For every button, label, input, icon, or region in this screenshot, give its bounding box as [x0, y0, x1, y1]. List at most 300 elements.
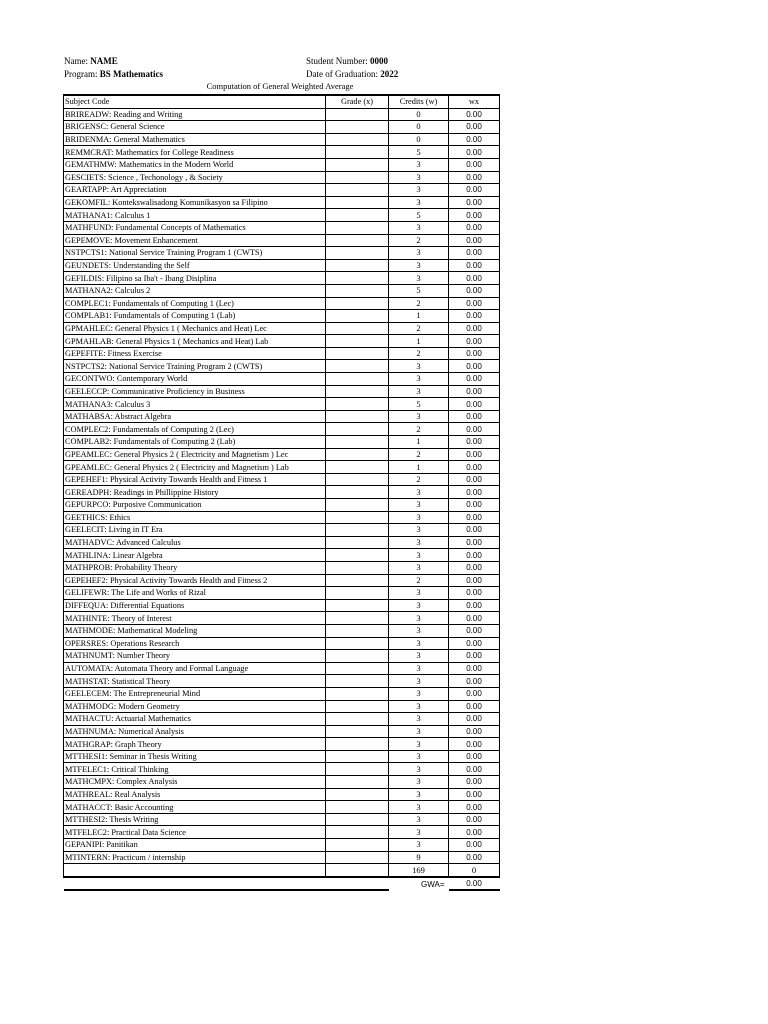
credits-cell: 5: [389, 284, 449, 297]
wx-cell: 0.00: [449, 524, 500, 537]
grade-cell[interactable]: [326, 624, 389, 637]
wx-cell: 0.00: [449, 196, 500, 209]
grade-cell[interactable]: [326, 826, 389, 839]
wx-cell: 0.00: [449, 650, 500, 663]
table-row: [64, 272, 500, 285]
grade-cell[interactable]: [326, 448, 389, 461]
table-row: [64, 385, 500, 398]
table-row: [64, 524, 500, 537]
subject-cell: MATHGRAP: Graph Theory: [64, 738, 326, 751]
grade-cell[interactable]: [326, 335, 389, 348]
table-row: [64, 322, 500, 335]
grade-cell[interactable]: [326, 561, 389, 574]
total-grade-cell[interactable]: [326, 864, 389, 877]
grade-cell[interactable]: [326, 436, 389, 449]
subject-cell: GEPANIPI: Panitikan: [64, 839, 326, 852]
table-row: [64, 536, 500, 549]
subject-cell: GEELECCP: Communicative Proficiency in Business: [64, 385, 326, 398]
wx-cell: 0.00: [449, 272, 500, 285]
grade-cell[interactable]: [326, 234, 389, 247]
credits-cell: 3: [389, 675, 449, 688]
student-number-line: [306, 55, 388, 67]
table-row: [64, 801, 500, 814]
grade-cell[interactable]: [326, 133, 389, 146]
table-row: [64, 196, 500, 209]
credits-cell: 3: [389, 196, 449, 209]
table-row: [64, 776, 500, 789]
grade-cell[interactable]: [326, 587, 389, 600]
grade-cell[interactable]: [326, 461, 389, 474]
table-row: [64, 347, 500, 360]
total-blank: [64, 864, 326, 877]
table-row: [64, 839, 500, 852]
table-row: [64, 473, 500, 486]
grade-cell[interactable]: [326, 574, 389, 587]
wx-cell: 0.00: [449, 108, 500, 121]
wx-cell: 0.00: [449, 839, 500, 852]
subject-cell: GEPURPCO: Purposive Communication: [64, 499, 326, 512]
wx-cell: 0.00: [449, 788, 500, 801]
program-line: [64, 68, 163, 80]
table-row: [64, 284, 500, 297]
subject-cell: BRIREADW: Reading and Writing: [64, 108, 326, 121]
gwa-blank: [64, 877, 326, 891]
grade-cell[interactable]: [326, 184, 389, 197]
wx-cell: 0.00: [449, 436, 500, 449]
wx-cell: 0.00: [449, 637, 500, 650]
subject-cell: BRIGENSC: General Science: [64, 121, 326, 134]
subject-cell: MTTHESI1: Seminar in Thesis Writing: [64, 750, 326, 763]
subject-cell: OPERSRES: Operations Research: [64, 637, 326, 650]
grade-cell[interactable]: [326, 650, 389, 663]
subject-cell: GEARTAPP: Art Appreciation: [64, 184, 326, 197]
subject-cell: MATHPROB: Probability Theory: [64, 561, 326, 574]
grade-cell[interactable]: [326, 700, 389, 713]
grade-cell[interactable]: [326, 776, 389, 789]
wx-cell: 0.00: [449, 347, 500, 360]
subject-cell: MTFELEC2: Practical Data Science: [64, 826, 326, 839]
grade-cell[interactable]: [326, 158, 389, 171]
credits-cell: 2: [389, 473, 449, 486]
credits-cell: 3: [389, 839, 449, 852]
subject-cell: MATHNUMT: Number Theory: [64, 650, 326, 663]
credits-cell: 3: [389, 272, 449, 285]
subject-cell: MATHFUND: Fundamental Concepts of Mathematics: [64, 221, 326, 234]
credits-cell: 3: [389, 247, 449, 260]
wx-cell: 0.00: [449, 209, 500, 222]
credits-cell: 3: [389, 801, 449, 814]
credits-cell: 3: [389, 385, 449, 398]
credits-cell: 3: [389, 410, 449, 423]
table-row: [64, 624, 500, 637]
name-line: [64, 55, 118, 67]
subject-cell: MATHNUMA: Numerical Analysis: [64, 725, 326, 738]
grade-cell[interactable]: [326, 687, 389, 700]
wx-cell: 0.00: [449, 297, 500, 310]
subject-cell: GPEAMLEC: General Physics 2 ( Electricity and Magnetism ) Lab: [64, 461, 326, 474]
student-number-label: Student Number:: [306, 56, 368, 66]
wx-cell: 0.00: [449, 461, 500, 474]
wx-cell: 0.00: [449, 322, 500, 335]
credits-cell: 2: [389, 347, 449, 360]
subject-cell: MATHMODG: Modern Geometry: [64, 700, 326, 713]
credits-cell: 3: [389, 788, 449, 801]
credits-cell: 3: [389, 549, 449, 562]
grade-cell[interactable]: [326, 511, 389, 524]
grade-cell[interactable]: [326, 612, 389, 625]
table-row: [64, 561, 500, 574]
wx-cell: 0.00: [449, 738, 500, 751]
grade-cell[interactable]: [326, 196, 389, 209]
credits-cell: 2: [389, 448, 449, 461]
credits-cell: 2: [389, 234, 449, 247]
wx-cell: 0.00: [449, 561, 500, 574]
grade-cell[interactable]: [326, 373, 389, 386]
subject-cell: MATHLINA: Linear Algebra: [64, 549, 326, 562]
credits-cell: 2: [389, 574, 449, 587]
subject-cell: GEREADPH: Readings in Phillippine History: [64, 486, 326, 499]
gwa-blank-2: [326, 877, 389, 891]
grade-cell[interactable]: [326, 738, 389, 751]
subject-cell: GECONTWO: Contemporary World: [64, 373, 326, 386]
table-row: [64, 788, 500, 801]
wx-cell: 0.00: [449, 171, 500, 184]
table-row: [64, 851, 500, 864]
subject-cell: GEFILDIS: Filipino sa Iba't - Ibang Disiplina: [64, 272, 326, 285]
gwa-label: GWA=: [421, 879, 445, 889]
subject-cell: REMMCRAT: Mathematics for College Readiness: [64, 146, 326, 159]
grade-cell[interactable]: [326, 272, 389, 285]
wx-cell: 0.00: [449, 599, 500, 612]
subject-cell: MATHINTE: Theory of Interest: [64, 612, 326, 625]
credits-cell: 3: [389, 826, 449, 839]
grade-cell[interactable]: [326, 310, 389, 323]
gwa-row: [64, 877, 500, 891]
credits-cell: 3: [389, 776, 449, 789]
wx-cell: 0.00: [449, 536, 500, 549]
credits-cell: 1: [389, 310, 449, 323]
wx-cell: 0.00: [449, 713, 500, 726]
table-row: [64, 373, 500, 386]
wx-cell: 0.00: [449, 284, 500, 297]
wx-cell: 0.00: [449, 234, 500, 247]
col-subject-code: Subject Code: [64, 95, 326, 108]
credits-cell: 3: [389, 612, 449, 625]
wx-cell: 0.00: [449, 587, 500, 600]
table-row: [64, 461, 500, 474]
grade-cell[interactable]: [326, 146, 389, 159]
wx-cell: 0.00: [449, 776, 500, 789]
subject-cell: COMPLAB1: Fundamentals of Computing 1 (Lab): [64, 310, 326, 323]
credits-cell: 3: [389, 499, 449, 512]
credits-cell: 3: [389, 599, 449, 612]
table-row: [64, 247, 500, 260]
credits-cell: 3: [389, 486, 449, 499]
grade-cell[interactable]: [326, 297, 389, 310]
grade-cell[interactable]: [326, 675, 389, 688]
wx-cell: 0.00: [449, 247, 500, 260]
credits-cell: 3: [389, 561, 449, 574]
subject-cell: MATHACTU: Actuarial Mathematics: [64, 713, 326, 726]
credits-cell: 3: [389, 738, 449, 751]
credits-cell: 3: [389, 536, 449, 549]
subject-cell: COMPLAB2: Fundamentals of Computing 2 (Lab): [64, 436, 326, 449]
table-row: [64, 549, 500, 562]
table-row: [64, 738, 500, 751]
grade-cell[interactable]: [326, 209, 389, 222]
table-body: [64, 108, 500, 864]
grade-cell[interactable]: [326, 108, 389, 121]
subject-cell: AUTOMATA: Automata Theory and Formal Language: [64, 662, 326, 675]
grade-cell[interactable]: [326, 473, 389, 486]
wx-cell: 0.00: [449, 700, 500, 713]
wx-cell: 0.00: [449, 486, 500, 499]
grade-cell[interactable]: [326, 410, 389, 423]
credits-cell: 9: [389, 851, 449, 864]
grade-cell[interactable]: [326, 713, 389, 726]
grade-cell[interactable]: [326, 763, 389, 776]
credits-cell: 5: [389, 209, 449, 222]
grade-cell[interactable]: [326, 801, 389, 814]
credits-cell: 3: [389, 813, 449, 826]
grade-cell[interactable]: [326, 788, 389, 801]
grade-cell[interactable]: [326, 221, 389, 234]
program-label: Program:: [64, 69, 98, 79]
credits-cell: 3: [389, 725, 449, 738]
table-row: [64, 121, 500, 134]
subject-cell: BRIDENMA: General Mathematics: [64, 133, 326, 146]
credits-cell: 3: [389, 650, 449, 663]
subject-cell: MATHCMPX: Complex Analysis: [64, 776, 326, 789]
grade-cell[interactable]: [326, 637, 389, 650]
wx-cell: 0.00: [449, 259, 500, 272]
grade-cell[interactable]: [326, 599, 389, 612]
graduation-value: 2022: [380, 69, 399, 79]
subject-cell: GEUNDETS: Understanding the Self: [64, 259, 326, 272]
name-label: Name:: [64, 56, 88, 66]
grade-cell[interactable]: [326, 725, 389, 738]
wx-cell: 0.00: [449, 675, 500, 688]
subject-cell: GEELECEM: The Entrepreneurial Mind: [64, 687, 326, 700]
subject-cell: MTTHESI2: Thesis Writing: [64, 813, 326, 826]
table-row: [64, 158, 500, 171]
subject-cell: GPMAHLAB: General Physics 1 ( Mechanics and Heat) Lab: [64, 335, 326, 348]
grade-cell[interactable]: [326, 851, 389, 864]
wx-cell: 0.00: [449, 473, 500, 486]
credits-cell: 3: [389, 184, 449, 197]
grade-cell[interactable]: [326, 259, 389, 272]
table-row: [64, 234, 500, 247]
subject-cell: MATHSTAT: Statistical Theory: [64, 675, 326, 688]
subject-cell: MATHACCT: Basic Accounting: [64, 801, 326, 814]
table-row: [64, 587, 500, 600]
wx-cell: 0.00: [449, 121, 500, 134]
grade-cell[interactable]: [326, 347, 389, 360]
credits-cell: 3: [389, 637, 449, 650]
table-row: [64, 297, 500, 310]
subject-cell: MATHMODE: Mathematical Modeling: [64, 624, 326, 637]
table-row: [64, 750, 500, 763]
wx-cell: 0.00: [449, 133, 500, 146]
student-number-value: 0000: [370, 56, 388, 66]
credits-cell: 3: [389, 221, 449, 234]
credits-cell: 1: [389, 335, 449, 348]
wx-cell: 0.00: [449, 410, 500, 423]
grade-cell[interactable]: [326, 839, 389, 852]
credits-cell: 3: [389, 171, 449, 184]
credits-cell: 2: [389, 423, 449, 436]
subject-cell: DIFFEQUA: Differential Equations: [64, 599, 326, 612]
wx-cell: 0.00: [449, 813, 500, 826]
table-row: [64, 259, 500, 272]
credits-cell: 0: [389, 121, 449, 134]
credits-cell: 5: [389, 146, 449, 159]
graduation-label: Date of Graduation:: [306, 69, 378, 79]
subject-cell: GEMATHMW: Mathematics in the Modern World: [64, 158, 326, 171]
grade-cell[interactable]: [326, 549, 389, 562]
wx-cell: 0.00: [449, 662, 500, 675]
table-row: [64, 637, 500, 650]
table-header-row: [64, 95, 500, 108]
table-row: [64, 662, 500, 675]
table-row: [64, 826, 500, 839]
total-row: [64, 864, 500, 877]
subject-cell: MATHANA3: Calculus 3: [64, 398, 326, 411]
wx-cell: 0.00: [449, 549, 500, 562]
credits-cell: 2: [389, 297, 449, 310]
table-row: [64, 423, 500, 436]
wx-cell: 0.00: [449, 851, 500, 864]
grade-cell[interactable]: [326, 322, 389, 335]
table-row: [64, 108, 500, 121]
wx-cell: 0.00: [449, 763, 500, 776]
table-row: [64, 511, 500, 524]
graduation-line: [306, 68, 398, 80]
grade-cell[interactable]: [326, 750, 389, 763]
table-row: [64, 398, 500, 411]
table-row: [64, 171, 500, 184]
table-row: [64, 209, 500, 222]
total-wx: 0: [449, 864, 500, 877]
subject-cell: MTINTERN: Practicum / internship: [64, 851, 326, 864]
wx-cell: 0.00: [449, 750, 500, 763]
subject-cell: GEPEFITE: Fitness Exercise: [64, 347, 326, 360]
wx-cell: 0.00: [449, 624, 500, 637]
table-row: [64, 310, 500, 323]
grade-cell[interactable]: [326, 284, 389, 297]
credits-cell: 3: [389, 700, 449, 713]
table-row: [64, 612, 500, 625]
col-wx: wx: [449, 95, 500, 108]
table-row: [64, 146, 500, 159]
credits-cell: 3: [389, 763, 449, 776]
table-row: [64, 221, 500, 234]
subject-cell: GELIFEWR: The Life and Works of Rizal: [64, 587, 326, 600]
total-credits: 169: [389, 864, 449, 877]
name-value: NAME: [90, 56, 118, 66]
table-row: [64, 599, 500, 612]
credits-cell: 1: [389, 436, 449, 449]
subject-cell: MATHANA1: Calculus 1: [64, 209, 326, 222]
program-value: BS Mathematics: [99, 69, 163, 79]
wx-cell: 0.00: [449, 612, 500, 625]
table-row: [64, 360, 500, 373]
table-row: [64, 813, 500, 826]
table-row: [64, 700, 500, 713]
subject-cell: NSTPCTS2: National Service Training Program 2 (CWTS): [64, 360, 326, 373]
col-grade: Grade (x): [326, 95, 389, 108]
credits-cell: 3: [389, 624, 449, 637]
wx-cell: 0.00: [449, 373, 500, 386]
grade-cell[interactable]: [326, 524, 389, 537]
wx-cell: 0.00: [449, 146, 500, 159]
grade-cell[interactable]: [326, 813, 389, 826]
gwa-value: 0.00: [449, 877, 500, 891]
gwa-table: [63, 94, 500, 891]
subject-cell: GEPEHEF1: Physical Activity Towards Health and Fitness 1: [64, 473, 326, 486]
subject-cell: MATHREAL: Real Analysis: [64, 788, 326, 801]
wx-cell: 0.00: [449, 184, 500, 197]
credits-cell: 0: [389, 108, 449, 121]
credits-cell: 3: [389, 511, 449, 524]
wx-cell: 0.00: [449, 423, 500, 436]
subject-cell: GEELECIT: Living in IT Era: [64, 524, 326, 537]
credits-cell: 1: [389, 461, 449, 474]
credits-cell: 0: [389, 133, 449, 146]
wx-cell: 0.00: [449, 221, 500, 234]
subject-cell: COMPLEC1: Fundamentals of Computing 1 (Lec): [64, 297, 326, 310]
table-row: [64, 675, 500, 688]
table-row: [64, 486, 500, 499]
grade-cell[interactable]: [326, 385, 389, 398]
grade-cell[interactable]: [326, 398, 389, 411]
table-row: [64, 448, 500, 461]
grade-cell[interactable]: [326, 499, 389, 512]
subject-cell: COMPLEC2: Fundamentals of Computing 2 (Lec): [64, 423, 326, 436]
table-row: [64, 574, 500, 587]
subject-cell: GEPEMOVE: Movement Enhancement: [64, 234, 326, 247]
table-row: [64, 687, 500, 700]
grade-cell[interactable]: [326, 536, 389, 549]
wx-cell: 0.00: [449, 574, 500, 587]
table-caption: Computation of General Weighted Average: [206, 81, 354, 91]
credits-cell: 3: [389, 259, 449, 272]
table-row: [64, 436, 500, 449]
grade-cell[interactable]: [326, 121, 389, 134]
wx-cell: 0.00: [449, 335, 500, 348]
credits-cell: 5: [389, 398, 449, 411]
wx-cell: 0.00: [449, 310, 500, 323]
grade-cell[interactable]: [326, 486, 389, 499]
table-row: [64, 133, 500, 146]
subject-cell: MATHANA2: Calculus 2: [64, 284, 326, 297]
wx-cell: 0.00: [449, 385, 500, 398]
wx-cell: 0.00: [449, 360, 500, 373]
wx-cell: 0.00: [449, 801, 500, 814]
grade-cell[interactable]: [326, 662, 389, 675]
table-row: [64, 713, 500, 726]
grade-cell[interactable]: [326, 360, 389, 373]
wx-cell: 0.00: [449, 511, 500, 524]
table-row: [64, 184, 500, 197]
grade-cell[interactable]: [326, 171, 389, 184]
grade-cell[interactable]: [326, 247, 389, 260]
credits-cell: 3: [389, 158, 449, 171]
credits-cell: 3: [389, 360, 449, 373]
grade-cell[interactable]: [326, 423, 389, 436]
subject-cell: GEKOMFIL: Kontekswalisadong Komunikasyon sa Filipino: [64, 196, 326, 209]
wx-cell: 0.00: [449, 448, 500, 461]
